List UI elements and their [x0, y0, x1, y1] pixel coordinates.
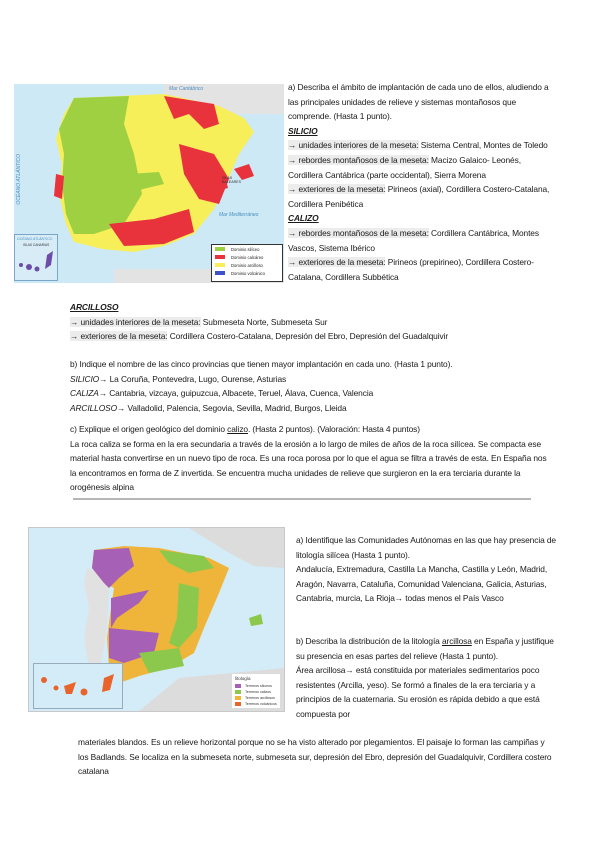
lithology-map-1 [14, 84, 284, 283]
list-item: → exteriores de la meseta: Cordillera Costero-Catalana, Depresión del Ebro, Depresión del Guadalquivir [70, 331, 449, 342]
province-row: ARCILLOSO→ Valladolid, Palencia, Segovia, Sevilla, Madrid, Burgos, Lleida [70, 402, 347, 413]
answer-b-bottom: materiales blandos. Es un relieve horizontal porque no se ha visto alterado por plegamientos. El paisaje lo forman las campiñas y los Badlands. Se localiza en la submeseta norte, submeseta sur, depresión del Ebro, depresión del Guadalquivir, Cordillera costero catalana [78, 737, 552, 777]
list-item: → rebordes montañosos de la meseta: Cordillera Cantábrica, Montes Vascos, Sistema Ibérico [288, 227, 539, 253]
sea-east-label: Mar Mediterráneo [219, 212, 259, 218]
legend-item: Dominio arcilloso [212, 261, 282, 269]
list-item: → rebordes montañosos de la meseta: Macizo Galaico- Leonés, Cordillera Cantábrica (parte occidental), Sierra Morena [288, 154, 521, 180]
section-divider [73, 498, 531, 500]
legend-swatch [235, 696, 241, 700]
legend-item: Terrenos arcillosos [232, 695, 280, 701]
question-b: b) Indique el nombre de las cinco provincias que tienen mayor implantación en cada uno. (Hasta 1 punto). [70, 359, 453, 369]
section2-answer-b [296, 634, 558, 722]
silicio-heading: SILICIO [288, 125, 318, 136]
legend-item: Terrenos calizos [232, 689, 280, 695]
islands-east-label: ISLAS BALEARES [222, 176, 241, 184]
list-item: → unidades interiores de la meseta: Submeseta Norte, Submeseta Sur [70, 316, 328, 327]
section1-arcilloso [70, 300, 550, 344]
answer-c: La roca caliza se forma en la era secundaria a través de la erosión a lo largo de miles de años de la roca silícea. Se compacta ese material hasta convertirse en un nuevo tipo de roca. Es una roca porosa por lo que el agua se filtra a través de esta. En España nos la encontramos en forma de Z invertida. Se encuentra mucha unidades de relieve que surgieron en la era terciaria durante la orogénesis alpina [70, 438, 547, 493]
legend-item: Dominio calcáreo [212, 253, 282, 261]
section1-origin [70, 422, 548, 495]
legend-swatch [215, 271, 225, 275]
section1-answer-a [288, 80, 556, 284]
canary-inset [14, 234, 58, 281]
legend-title: litología [235, 676, 251, 681]
ocean-west-label: OCÉANO ATLÁNTICO [16, 154, 22, 205]
legend-swatch [215, 255, 225, 259]
map1-legend [211, 244, 283, 282]
section2-answer-b-continued [78, 735, 552, 779]
question-b: b) Describa la distribución de la litología arcillosa en España y justifique su presencia en esas partes del relieve (Hasta 1 punto). [296, 636, 554, 661]
legend-item: Terrenos silíceos [232, 683, 280, 689]
legend-swatch [235, 702, 241, 706]
section1-provinces [70, 357, 550, 415]
legend-swatch [215, 247, 225, 251]
canary-islands-shape [34, 664, 122, 708]
lithology-map-2 [28, 527, 285, 712]
legend-swatch [235, 690, 241, 694]
list-item: → unidades interiores de la meseta: Sistema Central, Montes de Toledo [288, 140, 548, 151]
list-item: → exteriores de la meseta: Pirineos (axial), Cordillera Costero-Catalana, Cordillera Penibética [288, 184, 550, 209]
canary-islands-shape [15, 235, 57, 280]
province-row: CALIZA→ Cantabria, vizcaya, guipuzcua, Albacete, Teruel, Álava, Cuenca, Valencia [70, 388, 374, 399]
legend-swatch [215, 263, 225, 267]
canary-inset [33, 663, 123, 709]
sea-north-label: Mar Cantábrico [169, 86, 204, 92]
legend-swatch [235, 684, 241, 688]
legend-item: Dominio volcánico [212, 269, 282, 277]
question-a: a) Identifique las Comunidades Autónomas en las que hay presencia de litología silícea (Hasta 1 punto). [296, 535, 556, 560]
map2-legend [232, 674, 280, 708]
answer-b-top: Área arcillosa→ está constituida por materiales sedimentarios poco resistentes (Arcilla, yeso). Se formó a finales de la era terciaria y a principios de la cuaternaria. Su erosión es rápida debido a que está compuesta por [296, 665, 540, 719]
list-item: → exteriores de la meseta: Pirineos (prepirineo), Cordillera Costero-Catalana, Cordillera Subbética [288, 257, 534, 282]
section2-answer-a [296, 533, 558, 606]
arcilloso-heading: ARCILLOSO [70, 302, 119, 312]
answer-a: Andalucía, Extremadura, Castilla La Mancha, Castilla y León, Madrid, Aragón, Navarra, Cataluña, Comunidad Valenciana, Galicia, Asturias, Cantabria, murcia, La Rioja→ todas menos el País Vasco [296, 564, 548, 604]
question-a: a) Describa el ámbito de implantación de cada uno de ellos, aludiendo a las principales unidades de relieve y sistemas montañosos que comprende. (Hasta 1 punto). [288, 82, 549, 122]
province-row: SILICIO→ La Coruña, Pontevedra, Lugo, Ourense, Asturias [70, 373, 287, 384]
inset-ocean-label: OCÉANO ATLÁNTICO [17, 237, 53, 241]
inset-islands-label: ISLAS CANARIAS [23, 243, 50, 247]
legend-item: Terrenos volcánicos [232, 701, 280, 707]
legend-item: Dominio silíceo [212, 245, 282, 253]
question-c: c) Explique el origen geológico del dominio calizo. (Hasta 2 puntos). (Valoración: Hasta 4 puntos) [70, 424, 420, 434]
calizo-heading: CALIZO [288, 213, 319, 224]
